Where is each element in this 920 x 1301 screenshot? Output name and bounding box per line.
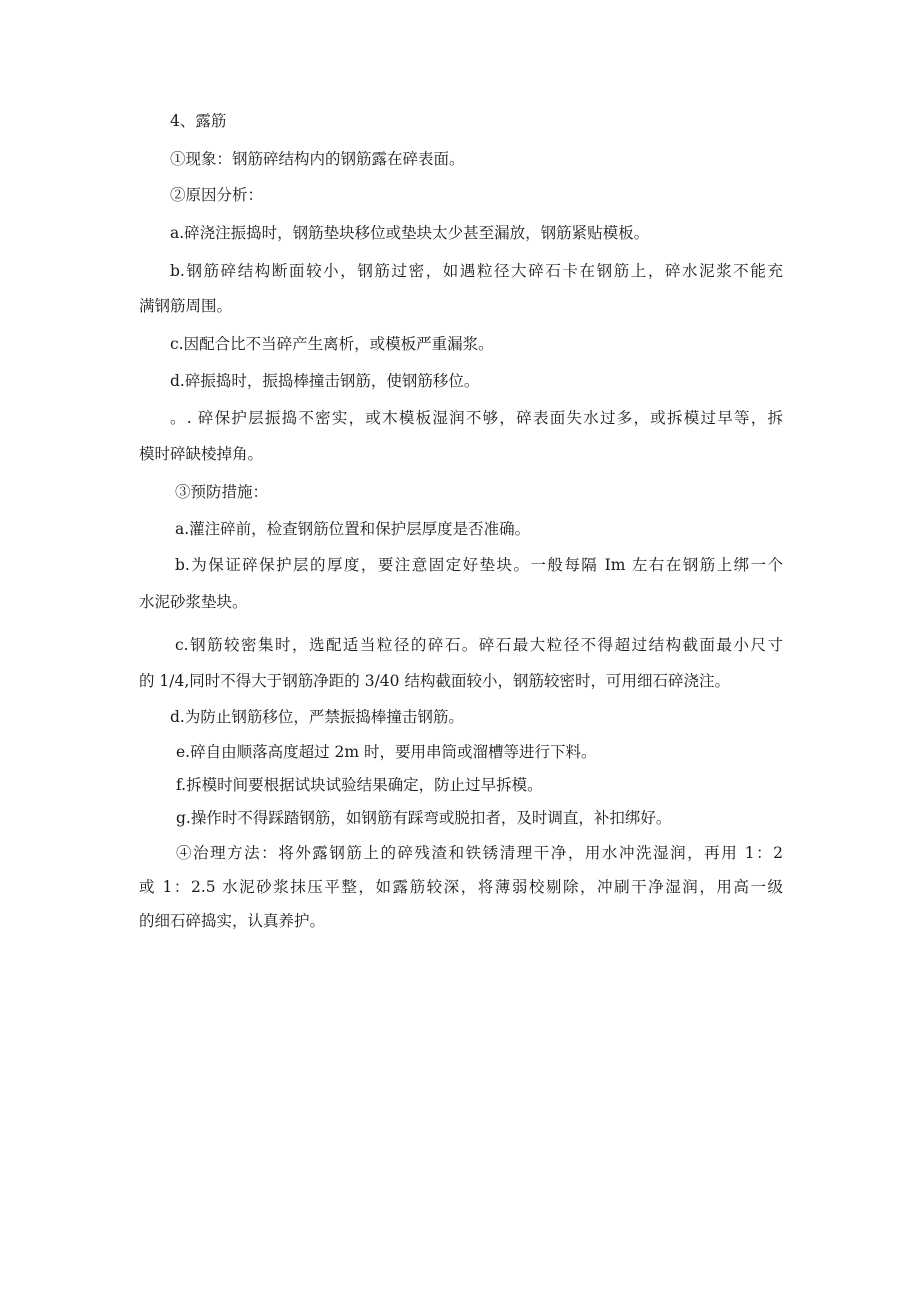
prevent-g: g.操作时不得踩踏钢筋，如钢筋有踩弯或脱扣者，及时调直，补扣绑好。 [176, 809, 672, 827]
section-heading: 4、露筋 [170, 112, 227, 130]
treatment-line2: 或 1：2.5 水泥砂浆抹压平整，如露筋较深，将薄弱校剔除，冲刷干净湿润，用高一级 [139, 878, 783, 896]
prevent-d: d.为防止钢筋移位，严禁振捣棒撞击钢筋。 [170, 708, 464, 726]
cause-e-line2: 模时碎缺棱掉角。 [139, 445, 264, 463]
cause-d: d.碎振捣时，振捣棒撞击钢筋，使钢筋移位。 [170, 372, 480, 390]
cause-b-line2: 满钢筋周围。 [139, 297, 233, 315]
cause-title: ②原因分析： [170, 186, 264, 204]
cause-b-line1: b.钢筋碎结构断面较小，钢筋过密，如遇粒径大碎石卡在钢筋上，碎水泥浆不能充 [170, 262, 783, 280]
cause-e-line1: 。. 碎保护层振捣不密实，或木模板湿润不够，碎表面失水过多，或拆模过早等，拆 [170, 409, 783, 427]
prevent-f: f.拆模时间要根据试块试验结果确定，防止过早拆模。 [176, 776, 543, 794]
prevent-c-line1: c.钢筋较密集时，选配适当粒径的碎石。碎石最大粒径不得超过结构截面最小尺寸 [175, 636, 783, 654]
treatment-line1: ④治理方法：将外露钢筋上的碎残渣和铁锈清理干净，用水冲洗湿润，再用 1：2 [176, 844, 783, 862]
prevent-b-line1: b.为保证碎保护层的厚度，要注意固定好垫块。一般每隔 Im 左右在钢筋上绑一个 [175, 556, 783, 574]
prevent-c-line2: 的 1/4,同时不得大于钢筋净距的 3/40 结构截面较小，钢筋较密时，可用细石碎浇注。 [139, 672, 730, 690]
treatment-line3: 的细石碎捣实，认真养护。 [139, 912, 326, 930]
phenomenon-paragraph: ①现象：钢筋碎结构内的钢筋露在碎表面。 [170, 150, 465, 168]
cause-a: a.碎浇注振捣时，钢筋垫块移位或垫块太少甚至漏放，钢筋紧贴模板。 [170, 224, 650, 242]
prevent-b-line2: 水泥砂浆垫块。 [139, 593, 248, 611]
prevent-e: e.碎自由顺落高度超过 2m 时，要用串筒或溜槽等进行下料。 [176, 743, 597, 761]
prevent-a: a.灌注碎前，检查钢筋位置和保护层厚度是否准确。 [175, 520, 531, 538]
cause-c: c.因配合比不当碎产生离析，或模板严重漏浆。 [170, 335, 494, 353]
prevent-title: ③预防措施： [175, 483, 269, 501]
